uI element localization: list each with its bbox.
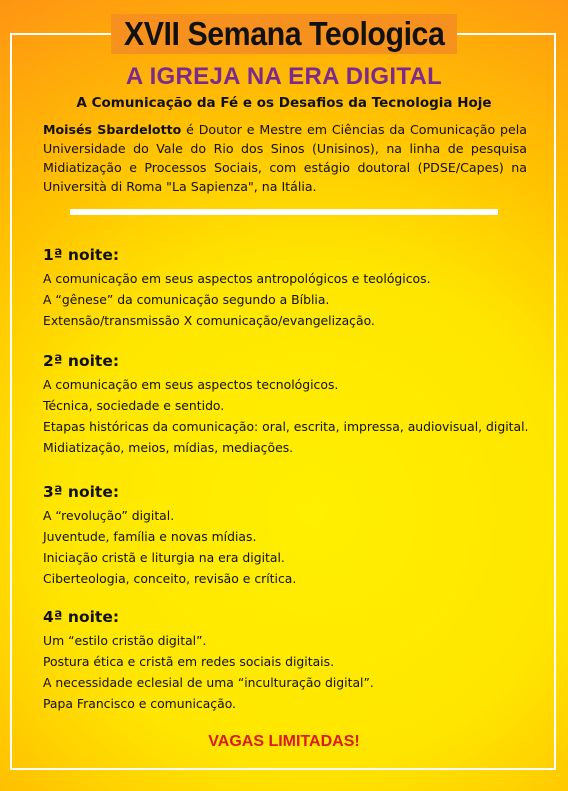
night-4-topic: Um “estilo cristão digital”. xyxy=(43,633,207,648)
night-1-topic: A comunicação em seus aspectos antropológicos e teológicos. xyxy=(43,271,431,286)
speaker-bio xyxy=(43,120,527,196)
speaker-bio-text: é Doutor e Mestre em Ciências da Comunicação pela Universidade do Vale do Rio dos Sinos (Unisinos), na linha de pesquisa Midiatização e Processos Sociais, com estágio doutoral (PDSE/Capes) na Università di Roma "La Sapienza", na Itália. xyxy=(43,122,527,194)
night-3-topic: Iniciação cristã e liturgia na era digital. xyxy=(43,550,285,565)
divider xyxy=(70,209,498,215)
night-3-topic: A “revolução” digital. xyxy=(43,508,175,523)
night-2-topic: Midiatização, meios, mídias, mediações. xyxy=(43,440,294,455)
night-2-topic: Etapas históricas da comunicação: oral, escrita, impressa, audiovisual, digital. xyxy=(43,419,529,434)
event-title-block xyxy=(0,14,568,54)
night-3-topic: Juventude, família e novas mídias. xyxy=(43,529,257,544)
event-subtitle: A IGREJA NA ERA DIGITAL xyxy=(125,63,443,90)
night-4-topic: Papa Francisco e comunicação. xyxy=(43,696,236,711)
event-tagline: A Comunicação da Fé e os Desafios da Tecnologia Hoje xyxy=(76,95,492,111)
night-3-heading: 3ª noite: xyxy=(43,483,120,501)
night-1-section xyxy=(43,246,533,331)
night-1-heading: 1ª noite: xyxy=(43,246,120,264)
night-2-topic: Técnica, sociedade e sentido. xyxy=(43,398,225,413)
night-4-heading: 4ª noite: xyxy=(43,608,120,626)
night-1-topic: A “gênese” da comunicação segundo a Bíblia. xyxy=(43,292,330,307)
night-2-topic: A comunicação em seus aspectos tecnológicos. xyxy=(43,377,339,392)
night-4-section xyxy=(43,608,533,714)
night-2-section xyxy=(43,352,533,458)
speaker-name: Moisés Sbardelotto xyxy=(43,122,182,137)
limited-spots-notice: VAGAS LIMITADAS! xyxy=(208,733,360,750)
night-4-topic: Postura ética e cristã em redes sociais digitais. xyxy=(43,654,335,669)
night-2-heading: 2ª noite: xyxy=(43,352,120,370)
night-4-topic: A necessidade eclesial de uma “inculturação digital”. xyxy=(43,675,374,690)
night-1-topic: Extensão/transmissão X comunicação/evangelização. xyxy=(43,313,375,328)
night-3-topic: Ciberteologia, conceito, revisão e crítica. xyxy=(43,571,297,586)
event-title: XVII Semana Teologica xyxy=(111,14,457,54)
night-3-section xyxy=(43,483,533,589)
